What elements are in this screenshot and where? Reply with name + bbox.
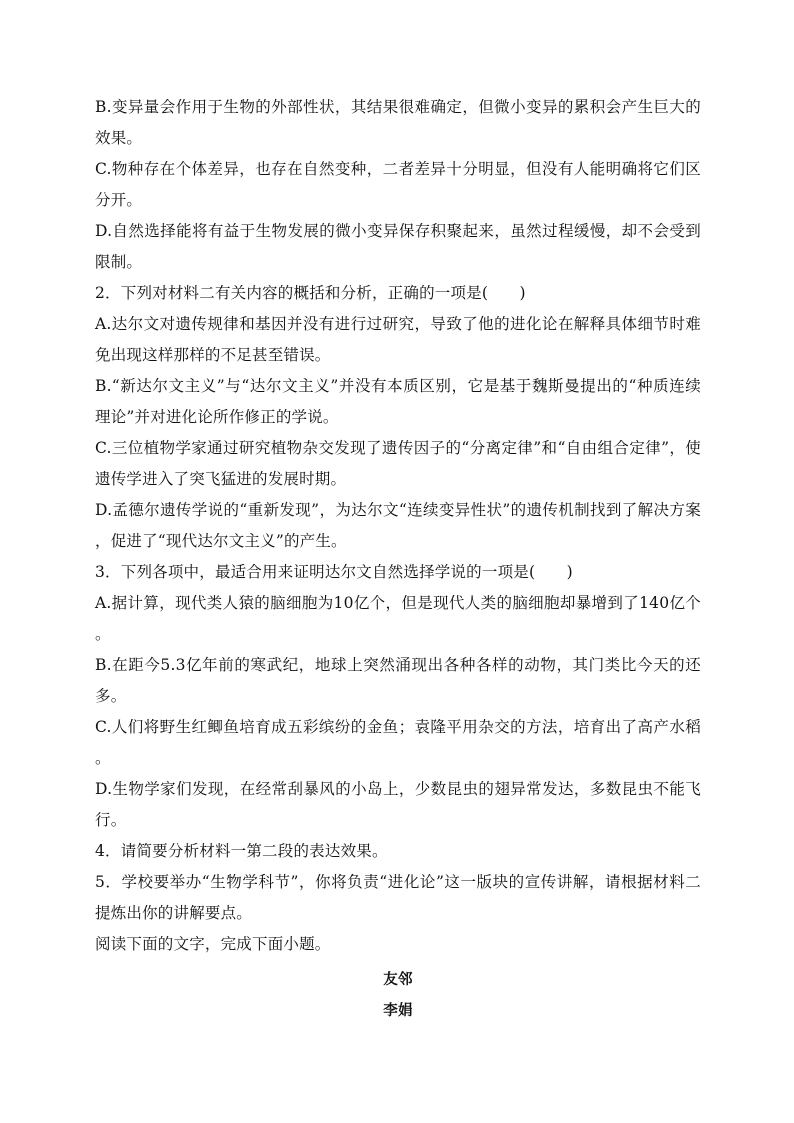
option-d-q3: D.生物学家们发现，在经常刮暴风的小岛上，少数昆虫的翅异常发达，多数昆虫不能飞行。 xyxy=(95,780,701,829)
article-author: 李娟 xyxy=(383,1002,413,1019)
option-c-q1: C.物种存在个体差异，也存在自然变种，二者差异十分明显，但没有人能明确将它们区分开。 xyxy=(95,160,701,209)
option-b-q1: B.变异量会作用于生物的外部性状，其结果很难确定，但微小变异的累积会产生巨大的效果。 xyxy=(95,98,701,147)
option-a-q3: A.据计算，现代类人猿的脑细胞为10亿个，但是现代人类的脑细胞却暴增到了140亿个。 xyxy=(95,594,701,643)
option-d-q2: D.孟德尔遗传学说的“重新发现”，为达尔文“连续变异性状”的遗传机制找到了解决方案，促进了“现代达尔文主义”的产生。 xyxy=(95,501,701,550)
article-title: 友邻 xyxy=(383,971,413,988)
question-4: 4．请简要分析材料一第二段的表达效果。 xyxy=(95,842,388,860)
option-b-q2: B.“新达尔文主义”与“达尔文主义”并没有本质区别，它是基于魏斯曼提出的“种质连续理论”并对进化论所作修正的学说。 xyxy=(95,377,701,426)
option-a-q2: A.达尔文对遗传规律和基因并没有进行过研究，导致了他的进化论在解释具体细节时难免出现这样那样的不足甚至错误。 xyxy=(95,315,701,364)
option-c-q3: C.人们将野生红鲫鱼培育成五彩缤纷的金鱼；袁隆平用杂交的方法，培育出了高产水稻。 xyxy=(95,718,701,767)
option-b-q3: B.在距今5.3亿年前的寒武纪，地球上突然涌现出各种各样的动物，其门类比今天的还多。 xyxy=(95,656,701,705)
question-2: 2．下列对材料二有关内容的概括和分析，正确的一项是( ) xyxy=(95,284,526,302)
reading-instruction: 阅读下面的文字，完成下面小题。 xyxy=(95,935,331,953)
option-c-q2: C.三位植物学家通过研究植物杂交发现了遗传因子的“分离定律”和“自由组合定律”，使遗传学进入了突飞猛进的发展时期。 xyxy=(95,439,701,488)
question-5: 5．学校要举办“生物学科节”，你将负责“进化论”这一版块的宣传讲解，请根据材料二提炼出你的讲解要点。 xyxy=(95,873,701,922)
option-d-q1: D.自然选择能将有益于生物发展的微小变异保存积聚起来，虽然过程缓慢，却不会受到限制。 xyxy=(95,222,701,271)
document-body xyxy=(95,92,701,1026)
question-3: 3．下列各项中，最适合用来证明达尔文自然选择学说的一项是( ) xyxy=(95,563,573,581)
